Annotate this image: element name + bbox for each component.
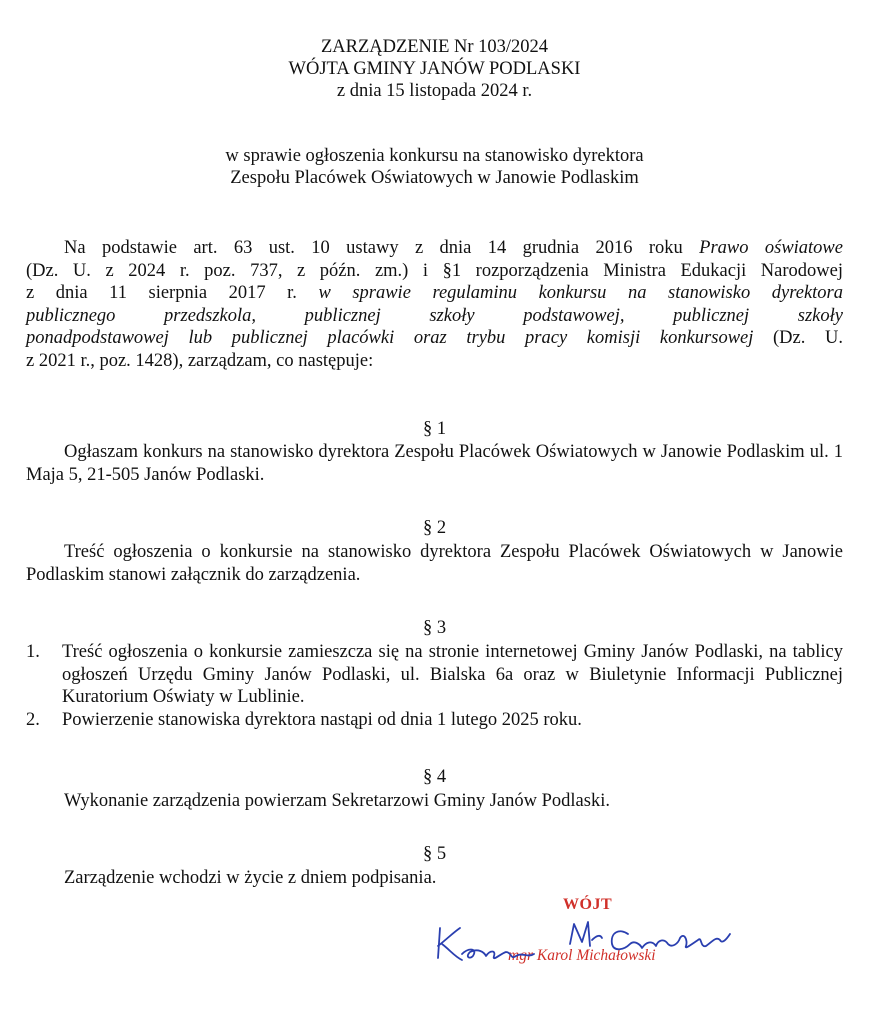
section-1-heading: § 1 — [422, 419, 447, 439]
section-4-heading: § 4 — [422, 767, 447, 787]
preamble-line: ponadpodstawowej lub publicznej placówki oraz trybu pracy komisji konkursowej (Dz. U. — [26, 328, 843, 348]
section-2-heading: § 2 — [422, 518, 447, 538]
document-date: z dnia 15 listopada 2024 r. — [336, 81, 533, 101]
section-5-text: Zarządzenie wchodzi w życie z dniem podpisania. — [64, 868, 437, 888]
list-item: 2. Powierzenie stanowiska dyrektora nastąpi od dnia 1 lutego 2025 roku. — [26, 709, 582, 730]
preamble-line: z dnia 11 sierpnia 2017 r. w sprawie regulaminu konkursu na stanowisko dyrektora — [26, 283, 843, 303]
section-3-list — [26, 641, 843, 731]
preamble — [26, 237, 843, 372]
document-title: ZARZĄDZENIE Nr 103/2024 — [320, 37, 549, 57]
stamp-title: WÓJT — [563, 896, 613, 913]
preamble-line: publicznego przedszkola, publicznej szkoły podstawowej, publicznej szkoły — [26, 305, 843, 326]
handwritten-signature — [430, 918, 750, 973]
preamble-line: z 2021 r., poz. 1428), zarządzam, co następuje: — [26, 350, 374, 371]
subject-line-2: Zespołu Placówek Oświatowych w Janowie Podlaskim — [230, 168, 639, 188]
preamble-line: Na podstawie art. 63 ust. 10 ustawy z dnia 14 grudnia 2016 roku Prawo oświatowe — [64, 238, 843, 258]
issuer: WÓJTA GMINY JANÓW PODLASKI — [288, 59, 581, 79]
section-4-text: Wykonanie zarządzenia powierzam Sekretarzowi Gminy Janów Podlaski. — [64, 791, 610, 811]
subject-line-1: w sprawie ogłoszenia konkursu na stanowisko dyrektora — [225, 146, 644, 166]
section-3-heading: § 3 — [422, 618, 447, 638]
section-1-text: Ogłaszam konkurs na stanowisko dyrektora Zespołu Placówek Oświatowych w Janowie Podlaskim ul. 1 Maja 5, 21-505 Janów Podlaski. — [26, 442, 843, 485]
statute-title: Prawo oświatowe — [699, 238, 843, 258]
section-5-heading: § 5 — [422, 844, 447, 864]
preamble-line: (Dz. U. z 2024 r. poz. 737, z późn. zm.) i §1 rozporządzenia Ministra Edukacji Narodowej — [26, 260, 843, 281]
stamp-name: mgr Karol Michałowski — [508, 947, 656, 964]
section-2-text: Treść ogłoszenia o konkursie na stanowisko dyrektora Zespołu Placówek Oświatowych w Janowie Podlaskim stanowi załącznik do zarządzenia. — [26, 542, 843, 585]
list-item: 1. Treść ogłoszenia o konkursie zamieszcza się na stronie internetowej Gminy Janów Podlaski, na tablicy ogłoszeń Urzędu Gminy Janów Podlaski, ul. Bialska 6a oraz w Biuletynie Informacji Publicznej Kuratorium Oświaty w Lublinie. — [26, 642, 843, 707]
